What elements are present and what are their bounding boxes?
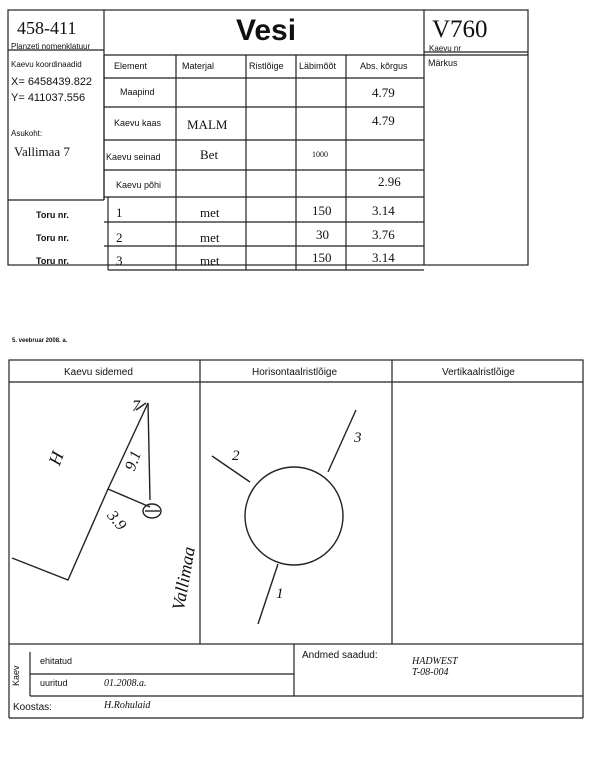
well-side-label: Kaev — [11, 665, 21, 686]
pipe-label-1: 1 — [276, 586, 284, 602]
data-source-name: HADWEST — [412, 656, 458, 667]
data-source-label: Andmed saadud: — [302, 650, 378, 661]
author-label: Koostas: — [13, 702, 52, 713]
building-letter-h: H — [44, 448, 68, 468]
row-material: MALM — [187, 117, 228, 132]
col-height: Abs. kõrgus — [360, 61, 408, 71]
pipe-label-2: 2 — [232, 448, 240, 464]
well-number-label: Kaevu nr — [429, 44, 462, 53]
row-material: Bet — [200, 147, 219, 162]
location-value: Vallimaa 7 — [14, 144, 70, 159]
nomenclature-code: 458-411 — [17, 18, 77, 38]
surveyed-label: uuritud — [40, 678, 68, 688]
author-name: H.Rohulaid — [104, 700, 151, 711]
panel-horizontal-title: Horisontaalristlõige — [252, 367, 338, 378]
row-diameter: 1000 — [312, 150, 328, 159]
pipe-diameter: 150 — [312, 203, 332, 218]
location-label: Asukoht: — [11, 129, 43, 138]
y-coordinate: Y= 411037.556 — [11, 92, 86, 104]
pipe-nr: 1 — [116, 205, 123, 220]
pipe-height: 3.14 — [372, 203, 395, 218]
pipe-label: Toru nr. — [36, 210, 69, 220]
pipe-height: 3.76 — [372, 227, 395, 242]
panel-vertical-title: Vertikaalristlõige — [442, 367, 515, 378]
col-diameter: Läbimõõt — [299, 61, 337, 71]
col-material: Materjal — [182, 61, 215, 71]
pipe-material: met — [200, 205, 220, 220]
x-coordinate: X= 6458439.822 — [11, 76, 93, 88]
remarks-label: Märkus — [428, 58, 458, 68]
dimension-9-1: 9.1 — [122, 448, 145, 474]
col-section: Ristlõige — [249, 61, 284, 71]
date-note: 5. veebruar 2008. a. — [12, 338, 68, 344]
row-element: Kaevu seinad — [106, 152, 161, 162]
pipe-material: met — [200, 230, 220, 245]
well-number: V760 — [432, 16, 488, 43]
row-element: Kaevu kaas — [114, 118, 162, 128]
pipe-height: 3.14 — [372, 250, 395, 265]
nomenclature-label: Planzeti nomenklatuur — [11, 42, 91, 51]
street-name: Vallimaa — [168, 545, 199, 612]
pipe-label: Toru nr. — [36, 233, 69, 243]
pipe-label-3: 3 — [354, 430, 362, 446]
page-title: Vesi — [236, 14, 297, 47]
row-element: Kaevu põhi — [116, 180, 162, 190]
row-height: 4.79 — [372, 113, 395, 128]
panel-connections-title: Kaevu sidemed — [64, 367, 133, 378]
row-height: 2.96 — [378, 174, 401, 189]
pipe-nr: 3 — [116, 253, 123, 268]
pipe-diameter: 150 — [312, 250, 332, 265]
pipe-nr: 2 — [116, 230, 123, 245]
coords-label: Kaevu koordinaadid — [11, 60, 82, 69]
pipe-material: met — [200, 253, 220, 268]
row-element: Maapind — [120, 87, 155, 97]
corner-number-7: 7 — [132, 398, 140, 415]
col-element: Element — [114, 61, 148, 71]
pipe-label: Toru nr. — [36, 256, 69, 266]
pipe-diameter: 30 — [316, 227, 329, 242]
built-label: ehitatud — [40, 656, 73, 666]
row-height: 4.79 — [372, 85, 395, 100]
surveyed-value: 01.2008.a. — [104, 678, 147, 689]
data-source-code: T-08-004 — [412, 667, 449, 678]
dimension-3-9: 3.9 — [103, 507, 130, 534]
